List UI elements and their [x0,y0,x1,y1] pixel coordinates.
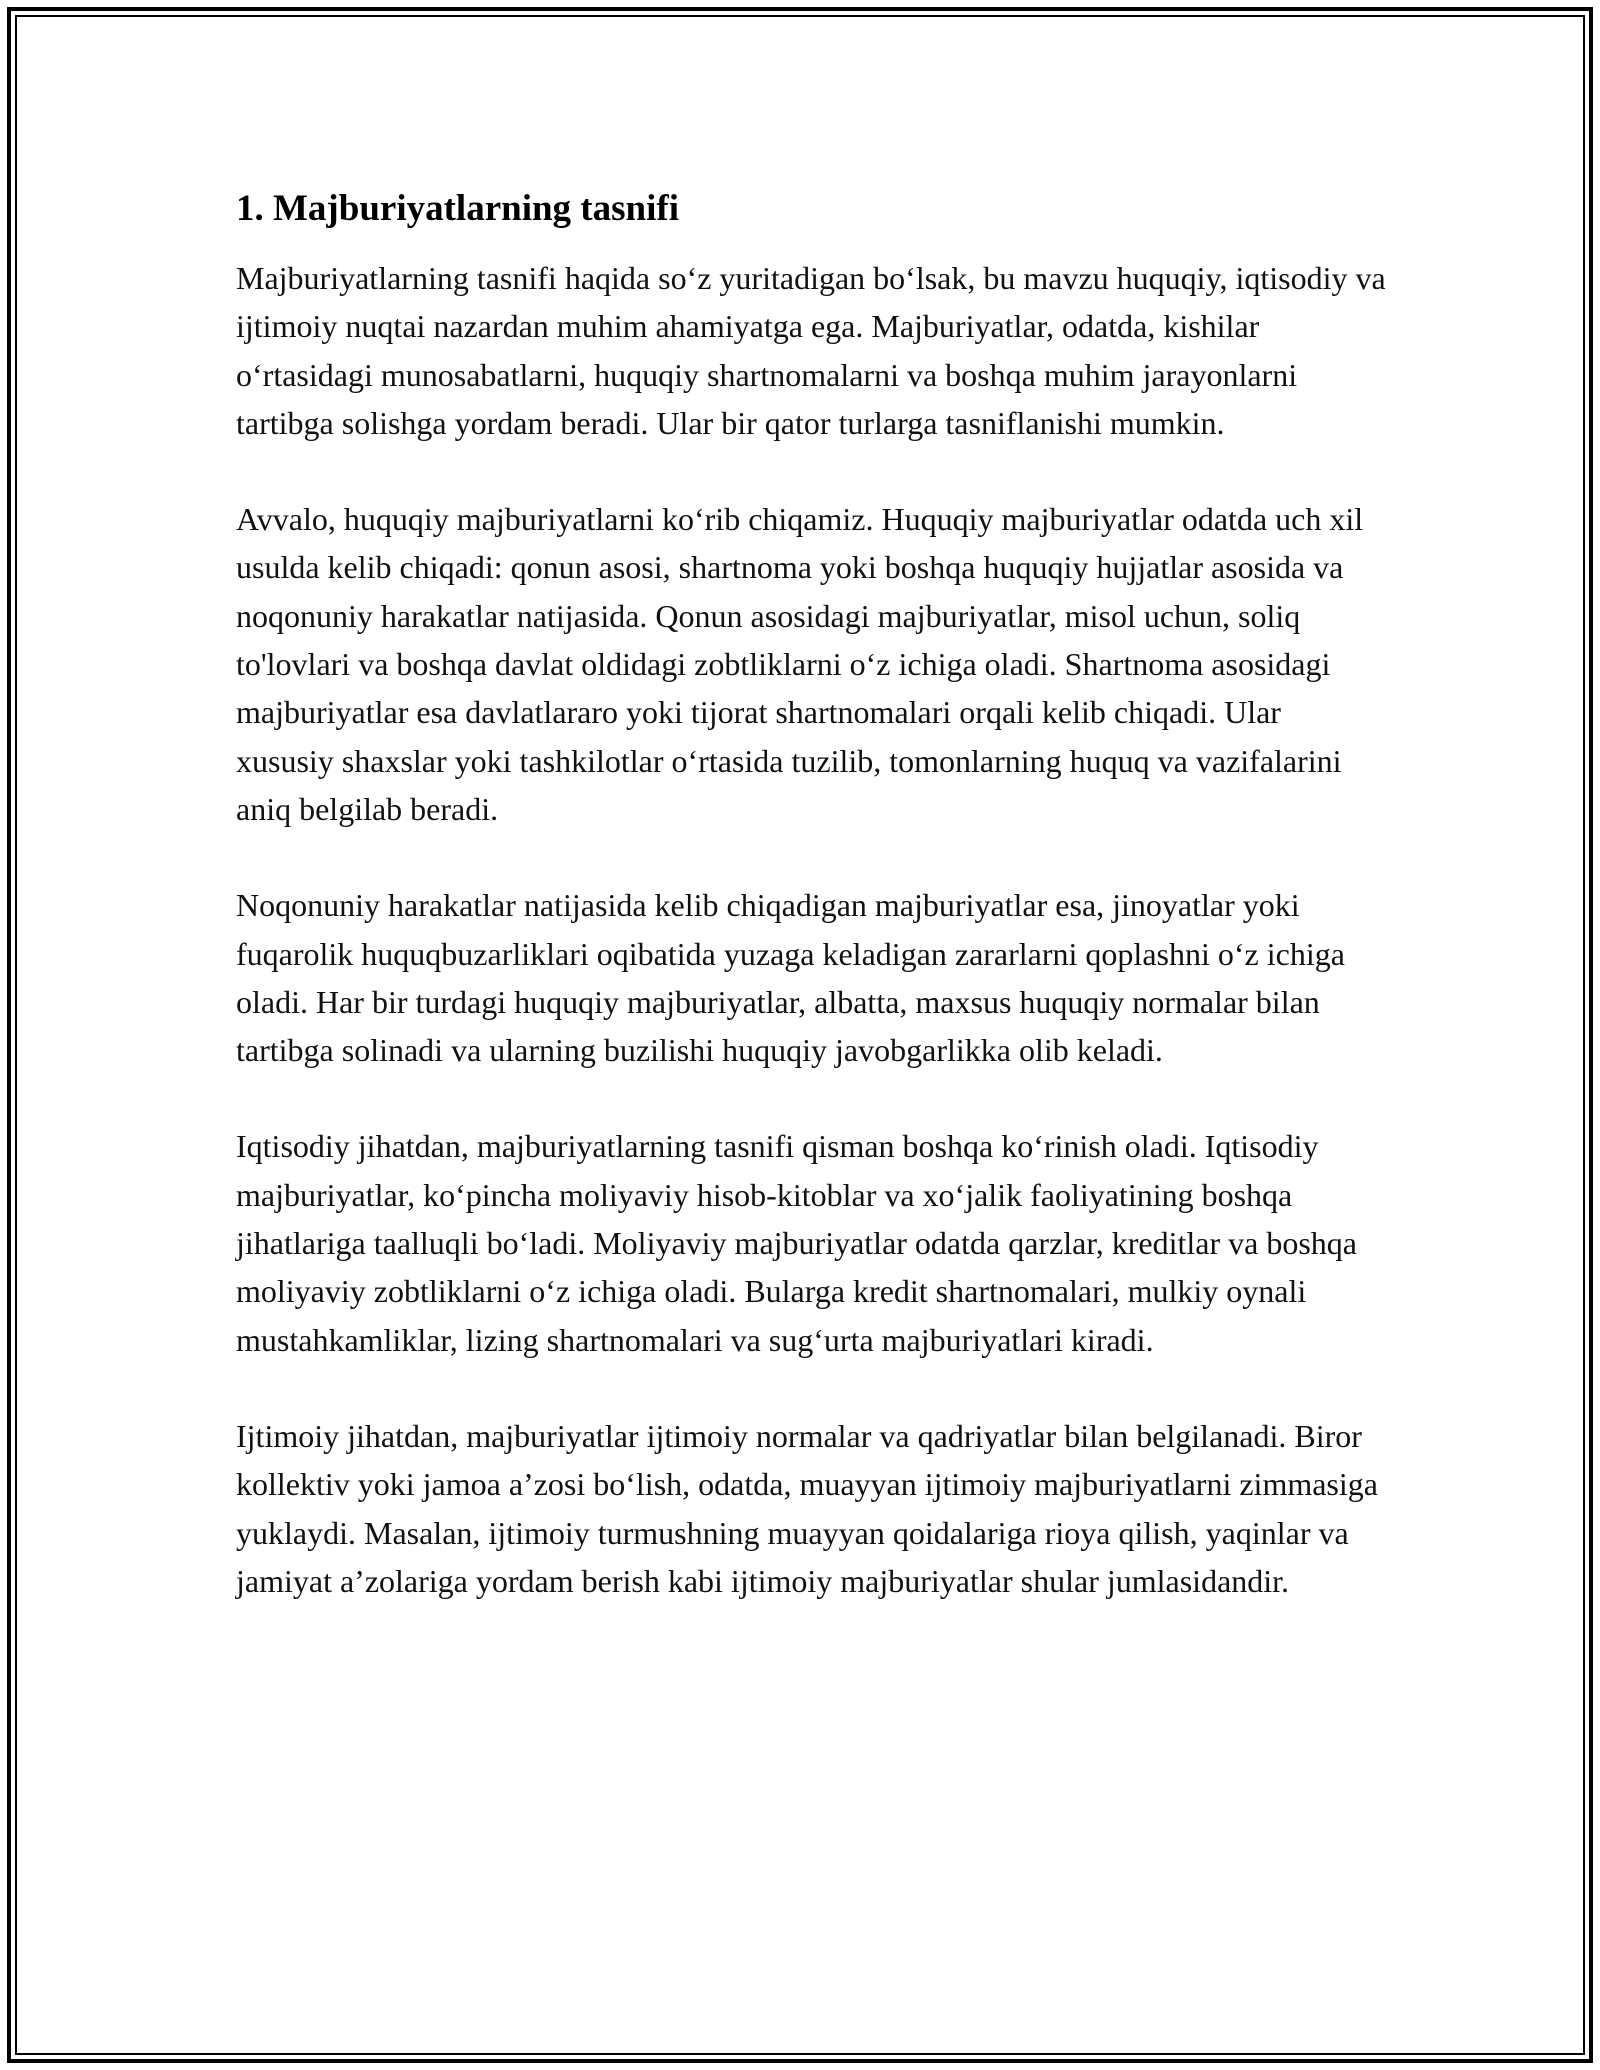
paragraph-economic-obligations: Iqtisodiy jihatdan, majburiyatlarning tasnifi qisman boshqa ko‘rinish oladi. Iqtisodiy majburiyatlar, ko‘pincha moliyaviy hisob-kitoblar va xo‘jalik faoliyatining boshqa jihatlariga taalluqli bo‘ladi. Moliyaviy majburiyatlar odatda qarzlar, kreditlar va boshqa moliyaviy zobtliklarni o‘z ichiga oladi. Bularga kredit shartnomalari, mulkiy oynali mustahkamliklar, lizing shartnomalari va sug‘urta majburiyatlari kiradi. [236,1128,1357,1358]
paragraph-spacer [236,1074,1386,1122]
paragraph-legal-obligations: Avvalo, huquqiy majburiyatlarni ko‘rib chiqamiz. Huquqiy majburiyatlar odatda uch xil usulda kelib chiqadi: qonun asosi, shartnoma yoki boshqa huquqiy hujjatlar asosida va noqonuniy harakatlar natijasida. Qonun asosidagi majburiyatlar, misol uchun, soliq to'lovlari va boshqa davlat oldidagi zobtliklarni o‘z ichiga oladi. Shartnoma asosidagi majburiyatlar esa davlatlararo yoki tijorat shartnomalari orqali kelib chiqadi. Ular xususiy shaxslar yoki tashkilotlar o‘rtasida tuzilib, tomonlarning huquq va vazifalarini aniq belgilab beradi. [236,501,1364,827]
paragraph-intro: Majburiyatlarning tasnifi haqida so‘z yuritadigan bo‘lsak, bu mavzu huquqiy, iqtisodiy va ijtimoiy nuqtai nazardan muhim ahamiyatga ega. Majburiyatlar, odatda, kishilar o‘rtasidagi munosabatlarni, huquqiy shartnomalarni va boshqa muhim jarayonlarni tartibga solishga yordam beradi. Ular bir qator turlarga tasniflanishi mumkin. [236,260,1386,441]
paragraph-spacer [236,1364,1386,1412]
paragraph-spacer [236,833,1386,881]
section-heading: 1. Majburiyatlarning tasnifi [236,188,679,229]
paragraph-spacer [236,447,1386,495]
document-content [236,186,1386,1605]
paragraph-unlawful-actions: Noqonuniy harakatlar natijasida kelib chiqadigan majburiyatlar esa, jinoyatlar yoki fuqarolik huquqbuzarliklari oqibatida yuzaga keladigan zararlarni qoplashni o‘z ichiga oladi. Har bir turdagi huquqiy majburiyatlar, albatta, maxsus huquqiy normalar bilan tartibga solinadi va ularning buzilishi huquqiy javobgarlikka olib keladi. [236,887,1345,1069]
paragraph-social-obligations: Ijtimoiy jihatdan, majburiyatlar ijtimoiy normalar va qadriyatlar bilan belgilanadi. Biror kollektiv yoki jamoa a’zosi bo‘lish, odatda, muayyan ijtimoiy majburiyatlarni zimmasiga yuklaydi. Masalan, ijtimoiy turmushning muayyan qoidalariga rioya qilish, yaqinlar va jamiyat a’zolariga yordam berish kabi ijtimoiy majburiyatlar shular jumlasidandir. [236,1417,1378,1599]
heading-spacer [236,232,1386,254]
